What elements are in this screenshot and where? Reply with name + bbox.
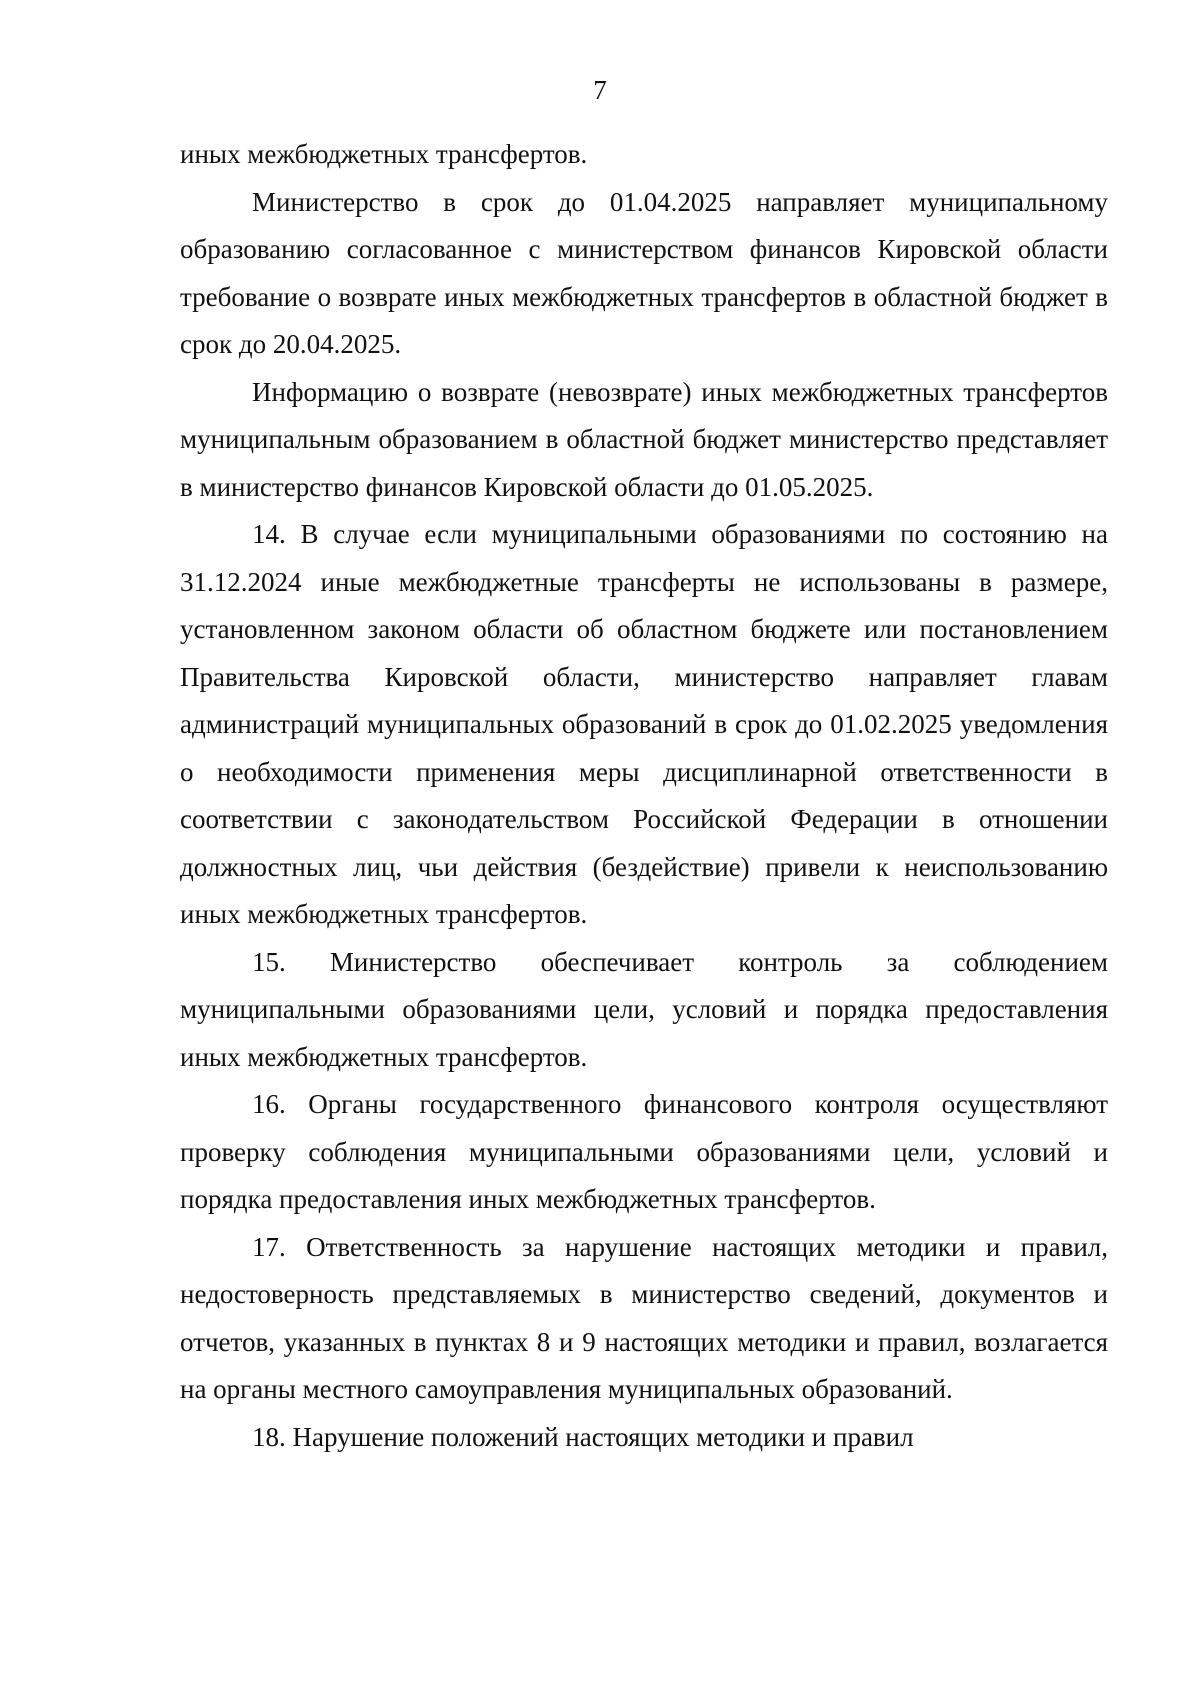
paragraph-item-15: 15. Министерство обеспечивает контроль за соблюдением муниципальными образованиями цели, условий и порядка предоставления иных межбюджетных трансфертов. xyxy=(180,946,1108,1072)
page-number: 7 xyxy=(593,75,607,105)
document-body xyxy=(180,131,1108,1461)
paragraph-item-14: 14. В случае если муниципальными образованиями по состоянию на 31.12.2024 иные межбюджетные трансферты не использованы в размере, установленном законом области об областном бюджете или постановлением Правительства Кировской области, министерство направляет главам администраций муниципальных образований в срок до 01.02.2025 уведомления о необходимости применения меры дисциплинарной ответственности в соответствии с законодательством Российской Федерации в отношении должностных лиц, чьи действия (бездействие) привели к неиспользованию иных межбюджетных трансфертов. xyxy=(180,519,1108,929)
paragraph-ministry-return-request: Министерство в срок до 01.04.2025 направляет муниципальному образованию согласованное с министерством финансов Кировской области требование о возврате иных межбюджетных трансфертов в областной бюджет в срок до 20.04.2025. xyxy=(180,186,1108,359)
paragraph-continuation: иных межбюджетных трансфертов. xyxy=(180,139,588,169)
paragraph-return-information: Информацию о возврате (невозврате) иных межбюджетных трансфертов муниципальным образованием в областной бюджет министерство представляет в министерство финансов Кировской области до 01.05.2025. xyxy=(180,376,1108,502)
paragraph-item-16: 16. Органы государственного финансового контроля осуществляют проверку соблюдения муниципальными образованиями цели, условий и порядка предоставления иных межбюджетных трансфертов. xyxy=(180,1089,1108,1214)
paragraph-item-18: 18. Нарушение положений настоящих методики и правил xyxy=(252,1421,914,1452)
paragraph-item-17: 17. Ответственность за нарушение настоящих методики и правил, недостоверность представляемых в министерство сведений, документов и отчетов, указанных в пунктах 8 и 9 настоящих методики и правил, возлагается на органы местного самоуправления муниципальных образований. xyxy=(180,1231,1108,1404)
